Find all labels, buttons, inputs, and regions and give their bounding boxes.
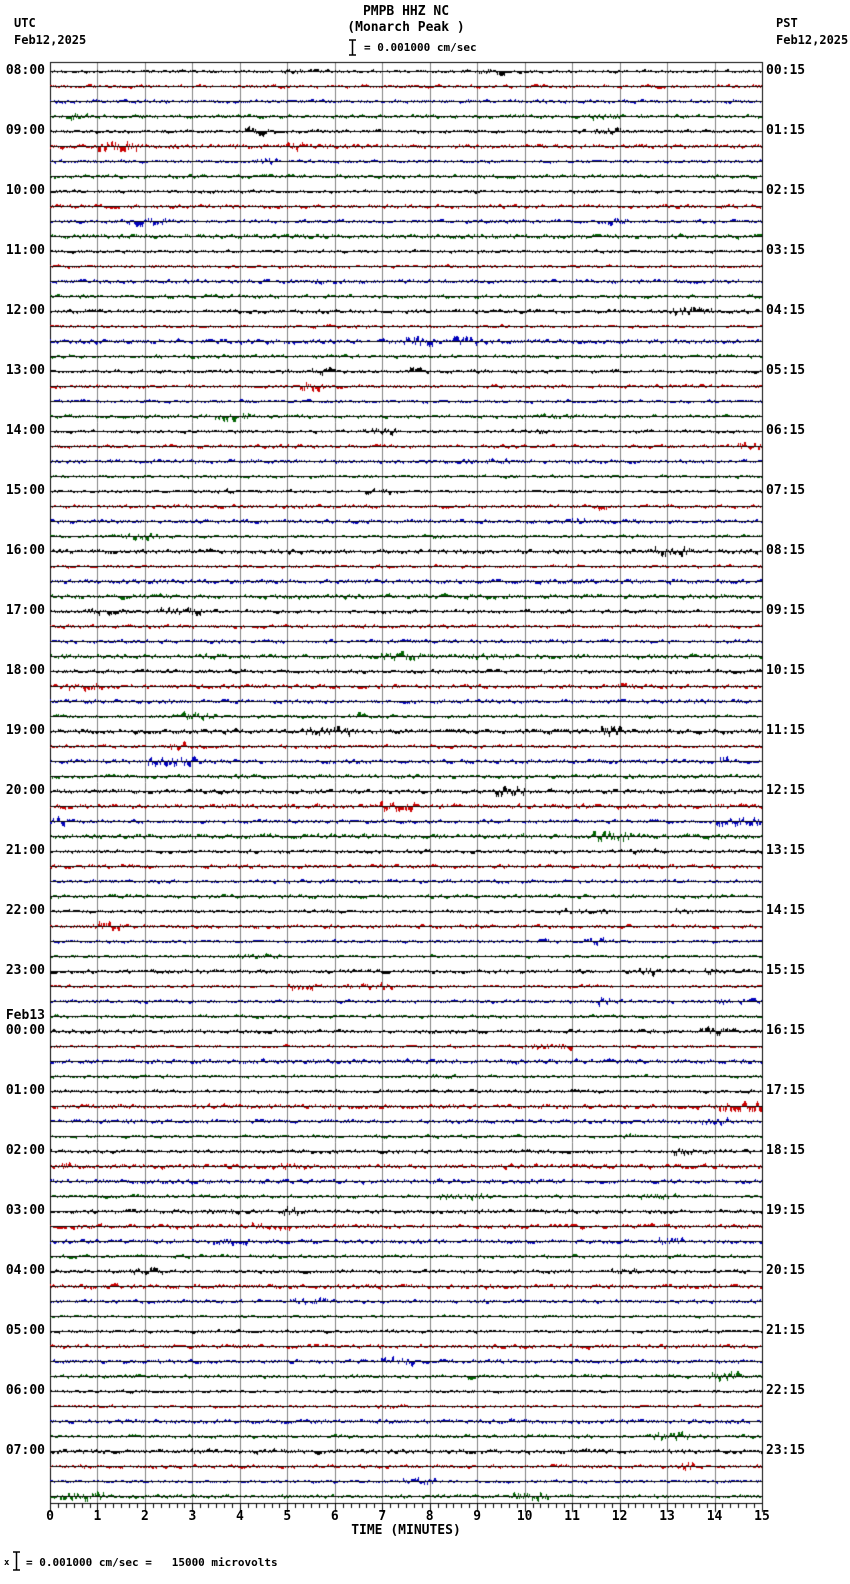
footer-sub-marker: x [4, 1558, 10, 1568]
utc-hour-label: 00:00 [5, 1023, 45, 1038]
utc-hour-label: 01:00 [5, 1083, 45, 1098]
x-tick-label: 9 [473, 1509, 482, 1524]
pst-hour-label: 08:15 [766, 543, 806, 558]
utc-hour-label: 03:00 [5, 1203, 45, 1218]
pst-hour-label: 20:15 [766, 1263, 806, 1278]
x-axis-title: TIME (MINUTES) [351, 1523, 461, 1538]
x-tick-label: 13 [659, 1509, 675, 1524]
utc-hour-label: 17:00 [5, 603, 45, 618]
pst-hour-label: 13:15 [766, 843, 806, 858]
pst-hour-label: 03:15 [766, 243, 806, 258]
timezone-right-label: PST [776, 16, 798, 30]
date-left-label: Feb12,2025 [14, 33, 87, 47]
scale-bar-icon [348, 39, 357, 56]
pst-hour-label: 01:15 [766, 123, 806, 138]
utc-hour-label: 11:00 [5, 243, 45, 258]
utc-hour-label: 15:00 [5, 483, 45, 498]
pst-hour-label: 21:15 [766, 1323, 806, 1338]
pst-hour-label: 10:15 [766, 663, 806, 678]
utc-hour-label: 06:00 [5, 1383, 45, 1398]
utc-hour-label: 02:00 [5, 1143, 45, 1158]
pst-hour-label: 18:15 [766, 1143, 806, 1158]
x-tick-label: 1 [93, 1509, 102, 1524]
pst-hour-label: 05:15 [766, 363, 806, 378]
utc-hour-label: 07:00 [5, 1443, 45, 1458]
date-rollover-label: Feb13 [5, 1008, 45, 1023]
x-tick-label: 11 [564, 1509, 580, 1524]
utc-hour-label: 08:00 [5, 63, 45, 78]
x-tick-label: 12 [611, 1509, 628, 1524]
x-tick-label: 3 [188, 1509, 197, 1524]
pst-hour-label: 04:15 [766, 303, 806, 318]
utc-hour-label: 22:00 [5, 903, 45, 918]
pst-hour-label: 17:15 [766, 1083, 806, 1098]
utc-hour-label: 23:00 [5, 963, 45, 978]
utc-hour-label: 14:00 [5, 423, 45, 438]
pst-hour-label: 22:15 [766, 1383, 806, 1398]
pst-hour-label: 19:15 [766, 1203, 806, 1218]
utc-hour-label: 05:00 [5, 1323, 45, 1338]
pst-hour-label: 00:15 [766, 63, 806, 78]
utc-hour-label: 16:00 [5, 543, 45, 558]
station-location-subtitle: (Monarch Peak ) [347, 20, 465, 35]
utc-hour-label: 10:00 [5, 183, 45, 198]
x-tick-label: 5 [283, 1509, 292, 1524]
scale-value-label: = 0.001000 cm/sec [364, 41, 477, 54]
pst-hour-label: 14:15 [766, 903, 806, 918]
pst-hour-label: 15:15 [766, 963, 806, 978]
utc-hour-label: 20:00 [5, 783, 45, 798]
pst-hour-label: 11:15 [766, 723, 806, 738]
pst-hour-label: 09:15 [766, 603, 806, 618]
pst-hour-label: 23:15 [766, 1443, 806, 1458]
pst-hour-label: 12:15 [766, 783, 806, 798]
footer-scale-note: = 0.001000 cm/sec = 15000 microvolts [26, 1556, 278, 1569]
utc-hour-label: 13:00 [5, 363, 45, 378]
x-tick-label: 7 [378, 1509, 387, 1524]
x-tick-label: 4 [235, 1509, 244, 1524]
x-tick-label: 10 [516, 1509, 533, 1524]
pst-hour-label: 16:15 [766, 1023, 806, 1038]
timezone-left-label: UTC [14, 16, 36, 30]
utc-hour-label: 09:00 [5, 123, 45, 138]
x-tick-label: 0 [46, 1509, 54, 1524]
pst-hour-label: 02:15 [766, 183, 806, 198]
x-tick-label: 6 [330, 1509, 339, 1524]
utc-hour-label: 18:00 [5, 663, 45, 678]
utc-hour-label: 04:00 [5, 1263, 45, 1278]
utc-hour-label: 21:00 [5, 843, 45, 858]
pst-hour-label: 07:15 [766, 483, 806, 498]
x-tick-label: 8 [425, 1509, 434, 1524]
x-tick-label: 15 [754, 1509, 770, 1524]
utc-hour-label: 19:00 [5, 723, 45, 738]
footer-scale-bar-icon [12, 1551, 21, 1571]
utc-hour-label: 12:00 [5, 303, 45, 318]
date-right-label: Feb12,2025 [776, 33, 849, 47]
pst-hour-label: 06:15 [766, 423, 806, 438]
x-tick-label: 14 [706, 1509, 723, 1524]
station-title: PMPB HHZ NC [362, 4, 450, 19]
x-tick-label: 2 [141, 1509, 149, 1524]
